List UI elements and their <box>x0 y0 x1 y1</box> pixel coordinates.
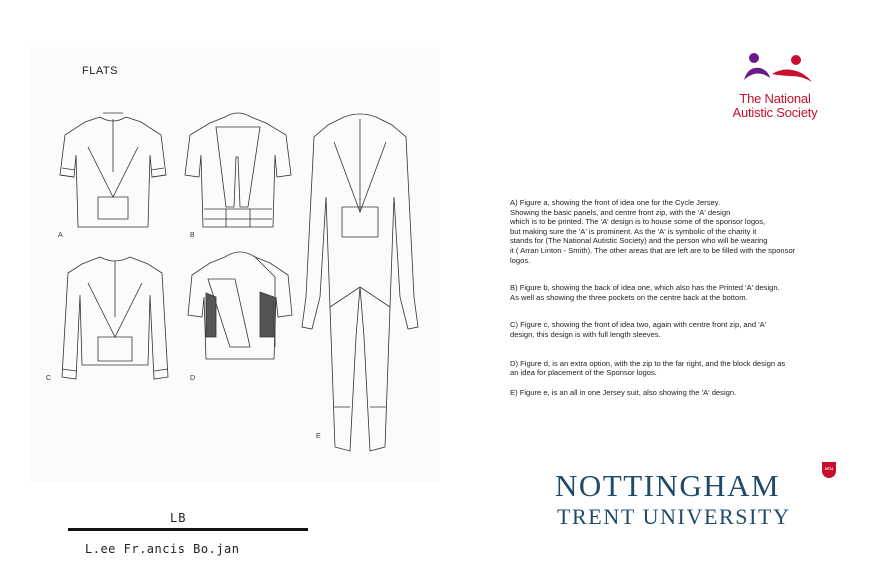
ntu-badge-text: NTU <box>824 466 834 471</box>
description-a-line: stands for (The National Autistic Society) and the person who will be wearing <box>510 236 768 246</box>
jersey-back-b <box>185 113 291 227</box>
description-d <box>510 359 840 378</box>
signature-name: L.ee Fr.ancis Bo.jan <box>85 542 240 556</box>
garment-sketches <box>30 47 440 482</box>
figure-label-b: B <box>190 232 195 239</box>
description-a-line: Showing the basic panels, and centre front zip, with the 'A' design <box>510 207 731 217</box>
figure-label-a: A <box>58 232 63 239</box>
figure-label-d: D <box>190 375 196 382</box>
jersey-long-sleeve-c <box>62 257 168 379</box>
one-piece-suit-e <box>302 114 418 451</box>
nas-logo-line1: The National <box>739 91 811 106</box>
description-c-line: design, this design is with full length sleeves. <box>510 329 661 339</box>
description-b-line: As well as showing the three pockets on the centre back at the bottom. <box>510 292 748 302</box>
people-figures-icon <box>708 44 848 94</box>
nas-logo-line2: Autistic Society <box>732 105 818 120</box>
signature-divider <box>68 528 308 531</box>
ntu-badge-icon <box>822 462 836 478</box>
nas-logo-text <box>720 92 830 120</box>
flats-sketch-panel <box>30 47 440 482</box>
description-e <box>510 388 840 398</box>
description-a-line: logos. <box>510 255 531 265</box>
figure-label-c: C <box>46 375 52 382</box>
ntu-logo-line1: NOTTINGHAM <box>555 468 781 503</box>
description-a-line: which is to be printed. The 'A' design is to house some of the sponsor logos, <box>510 217 766 227</box>
description-d-line: D) Figure d, is an extra option, with the zip to the far right, and the block design as <box>510 358 786 368</box>
description-a-line: but making sure the 'A' is prominent. As the 'A' is symbolic of the charity it <box>510 226 757 236</box>
figure-label-e: E <box>316 433 321 440</box>
description-c <box>510 320 840 339</box>
description-d-line: an idea for placement of the Sponsor logos. <box>510 368 657 378</box>
description-e-line: E) Figure e, is an all in one Jersey suit, also showing the 'A' design. <box>510 387 737 397</box>
description-a <box>510 198 840 265</box>
ntu-logo-line2: TRENT UNIVERSITY <box>557 504 791 529</box>
description-a-line: A) Figure a, showing the front of idea one for the Cycle Jersey. <box>510 198 721 207</box>
jersey-side-zip-d <box>188 252 292 359</box>
description-a-line: it ( Arran Linton - Smith). The other areas that are left are to be filled with the sponsor <box>510 245 796 255</box>
description-b <box>510 283 840 302</box>
design-description <box>510 198 840 397</box>
flats-title: FLATS <box>82 65 118 77</box>
signature-initials: LB <box>170 511 187 525</box>
jersey-front-a <box>60 113 166 227</box>
description-c-line: C) Figure c, showing the front of idea two, again with centre front zip, and 'A' <box>510 320 767 330</box>
description-b-line: B) Figure b, showing the back of idea one, which also has the Printed 'A' design. <box>510 283 780 293</box>
